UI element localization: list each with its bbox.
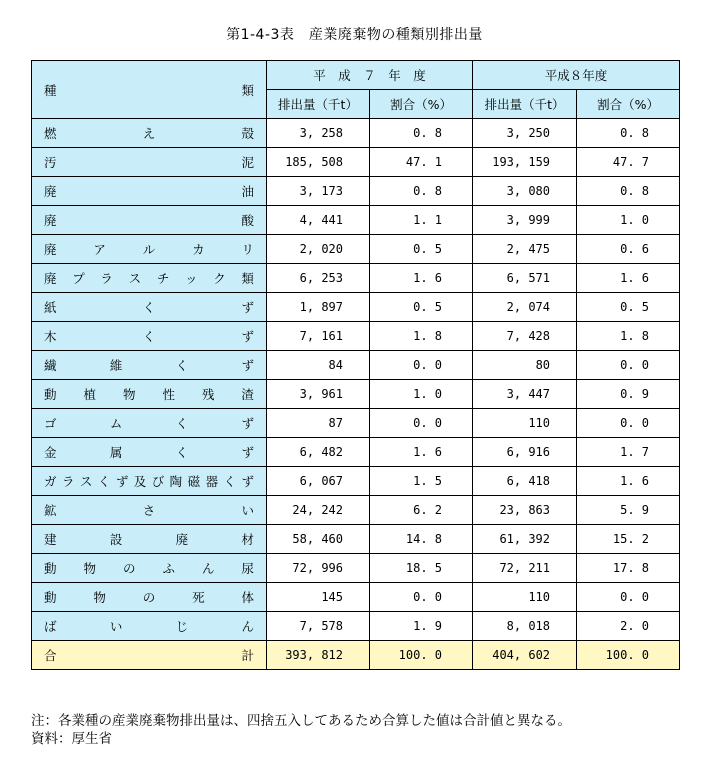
table-row — [32, 380, 680, 409]
row-kind: 建 設 廃 材 — [32, 525, 267, 554]
total-label-right: 計 — [241, 648, 254, 663]
row-amount-h7: 6, 482 — [267, 438, 370, 467]
row-amount-h8: 61, 392 — [473, 525, 577, 554]
row-amount-h8: 2, 475 — [473, 235, 577, 264]
row-amount-h8: 6, 916 — [473, 438, 577, 467]
table-row — [32, 496, 680, 525]
table-row — [32, 235, 680, 264]
row-amount-h7: 145 — [267, 583, 370, 612]
row-ratio-h7: 0. 0 — [370, 583, 473, 612]
total-row — [32, 641, 680, 670]
table-title: 第1-4-3表 産業廃棄物の種類別排出量 — [226, 27, 483, 43]
row-ratio-h8: 17. 8 — [577, 554, 680, 583]
row-ratio-h8: 0. 6 — [577, 235, 680, 264]
row-amount-h7: 4, 441 — [267, 206, 370, 235]
row-ratio-h8: 0. 5 — [577, 293, 680, 322]
row-amount-h7: 3, 961 — [267, 380, 370, 409]
table-row — [32, 148, 680, 177]
row-kind: 木 く ず — [32, 322, 267, 351]
table-row — [32, 322, 680, 351]
row-amount-h7: 24, 242 — [267, 496, 370, 525]
row-ratio-h8: 1. 8 — [577, 322, 680, 351]
row-ratio-h7: 1. 0 — [370, 380, 473, 409]
total-ratio-h7: 100. 0 — [370, 641, 473, 670]
row-ratio-h7: 1. 6 — [370, 264, 473, 293]
year2-header: 平成８年度 — [473, 61, 680, 90]
table-row — [32, 525, 680, 554]
row-ratio-h7: 0. 8 — [370, 177, 473, 206]
row-amount-h7: 2, 020 — [267, 235, 370, 264]
row-ratio-h7: 1. 6 — [370, 438, 473, 467]
row-amount-h8: 23, 863 — [473, 496, 577, 525]
row-kind: 動 植 物 性 残 渣 — [32, 380, 267, 409]
footnote — [31, 712, 571, 748]
row-ratio-h7: 47. 1 — [370, 148, 473, 177]
table-row — [32, 119, 680, 148]
row-kind: 動 物 の ふ ん 尿 — [32, 554, 267, 583]
row-ratio-h7: 18. 5 — [370, 554, 473, 583]
table-row — [32, 583, 680, 612]
row-amount-h7: 6, 067 — [267, 467, 370, 496]
row-amount-h7: 58, 460 — [267, 525, 370, 554]
table-row — [32, 177, 680, 206]
row-amount-h7: 7, 578 — [267, 612, 370, 641]
row-kind: 鉱 さ い — [32, 496, 267, 525]
row-amount-h8: 3, 250 — [473, 119, 577, 148]
kind-header-left: 種 — [44, 82, 57, 98]
row-ratio-h8: 0. 8 — [577, 177, 680, 206]
row-amount-h7: 84 — [267, 351, 370, 380]
row-amount-h8: 110 — [473, 583, 577, 612]
row-amount-h7: 6, 253 — [267, 264, 370, 293]
total-label-left: 合 — [44, 648, 57, 663]
note-text: 注：各業種の産業廃棄物排出量は、四捨五入してあるため合算した値は合計値と異なる。 — [31, 713, 571, 729]
row-ratio-h8: 0. 0 — [577, 583, 680, 612]
row-amount-h8: 3, 447 — [473, 380, 577, 409]
row-amount-h7: 3, 173 — [267, 177, 370, 206]
kind-header — [32, 61, 267, 119]
row-ratio-h8: 0. 8 — [577, 119, 680, 148]
total-label — [32, 641, 267, 670]
row-amount-h8: 80 — [473, 351, 577, 380]
source-text: 資料：厚生省 — [31, 731, 112, 747]
row-ratio-h7: 1. 8 — [370, 322, 473, 351]
year2-ratio-header: 割合（%） — [577, 90, 680, 119]
row-kind: 動 物 の 死 体 — [32, 583, 267, 612]
row-ratio-h8: 0. 0 — [577, 351, 680, 380]
row-ratio-h7: 6. 2 — [370, 496, 473, 525]
row-kind: ば い じ ん — [32, 612, 267, 641]
row-ratio-h8: 47. 7 — [577, 148, 680, 177]
row-amount-h8: 8, 018 — [473, 612, 577, 641]
row-amount-h7: 3, 258 — [267, 119, 370, 148]
row-kind: 繊 維 く ず — [32, 351, 267, 380]
row-ratio-h7: 0. 0 — [370, 409, 473, 438]
row-amount-h7: 7, 161 — [267, 322, 370, 351]
year1-amount-header: 排出量（千t） — [267, 90, 370, 119]
row-amount-h8: 3, 080 — [473, 177, 577, 206]
row-kind: ゴ ム く ず — [32, 409, 267, 438]
total-ratio-h8: 100. 0 — [577, 641, 680, 670]
row-kind: ガ ラ ス く ず 及 び 陶 磁 器 く ず — [32, 467, 267, 496]
table-row — [32, 554, 680, 583]
table-row — [32, 264, 680, 293]
row-kind: 廃 プ ラ ス チ ッ ク 類 — [32, 264, 267, 293]
row-amount-h8: 7, 428 — [473, 322, 577, 351]
row-kind: 汚 泥 — [32, 148, 267, 177]
year2-amount-header: 排出量（千t） — [473, 90, 577, 119]
table-row — [32, 438, 680, 467]
row-ratio-h8: 1. 6 — [577, 264, 680, 293]
row-ratio-h7: 1. 5 — [370, 467, 473, 496]
total-amount-h8: 404, 602 — [473, 641, 577, 670]
row-amount-h8: 6, 571 — [473, 264, 577, 293]
row-ratio-h7: 0. 5 — [370, 293, 473, 322]
table-row — [32, 293, 680, 322]
row-kind: 燃 え 殻 — [32, 119, 267, 148]
total-amount-h7: 393, 812 — [267, 641, 370, 670]
row-kind: 廃 酸 — [32, 206, 267, 235]
row-ratio-h8: 1. 7 — [577, 438, 680, 467]
row-ratio-h8: 5. 9 — [577, 496, 680, 525]
row-ratio-h8: 15. 2 — [577, 525, 680, 554]
row-ratio-h8: 1. 6 — [577, 467, 680, 496]
row-kind: 廃 ア ル カ リ — [32, 235, 267, 264]
row-amount-h7: 1, 897 — [267, 293, 370, 322]
waste-table — [31, 60, 680, 670]
row-ratio-h8: 1. 0 — [577, 206, 680, 235]
table-row — [32, 206, 680, 235]
row-amount-h8: 6, 418 — [473, 467, 577, 496]
kind-header-right: 類 — [241, 82, 254, 98]
table-row — [32, 467, 680, 496]
row-ratio-h7: 14. 8 — [370, 525, 473, 554]
row-amount-h7: 72, 996 — [267, 554, 370, 583]
row-amount-h8: 3, 999 — [473, 206, 577, 235]
row-kind: 廃 油 — [32, 177, 267, 206]
table-row — [32, 351, 680, 380]
row-amount-h8: 2, 074 — [473, 293, 577, 322]
row-amount-h7: 185, 508 — [267, 148, 370, 177]
row-amount-h8: 110 — [473, 409, 577, 438]
row-ratio-h8: 0. 0 — [577, 409, 680, 438]
row-ratio-h7: 0. 0 — [370, 351, 473, 380]
table-row — [32, 612, 680, 641]
row-ratio-h8: 0. 9 — [577, 380, 680, 409]
year1-ratio-header: 割合（%） — [370, 90, 473, 119]
row-ratio-h8: 2. 0 — [577, 612, 680, 641]
row-ratio-h7: 0. 8 — [370, 119, 473, 148]
row-kind: 紙 く ず — [32, 293, 267, 322]
row-kind: 金 属 く ず — [32, 438, 267, 467]
table-row — [32, 409, 680, 438]
year1-header: 平 成 ７ 年 度 — [267, 61, 473, 90]
row-ratio-h7: 1. 9 — [370, 612, 473, 641]
row-ratio-h7: 1. 1 — [370, 206, 473, 235]
row-amount-h8: 193, 159 — [473, 148, 577, 177]
row-amount-h8: 72, 211 — [473, 554, 577, 583]
row-amount-h7: 87 — [267, 409, 370, 438]
row-ratio-h7: 0. 5 — [370, 235, 473, 264]
